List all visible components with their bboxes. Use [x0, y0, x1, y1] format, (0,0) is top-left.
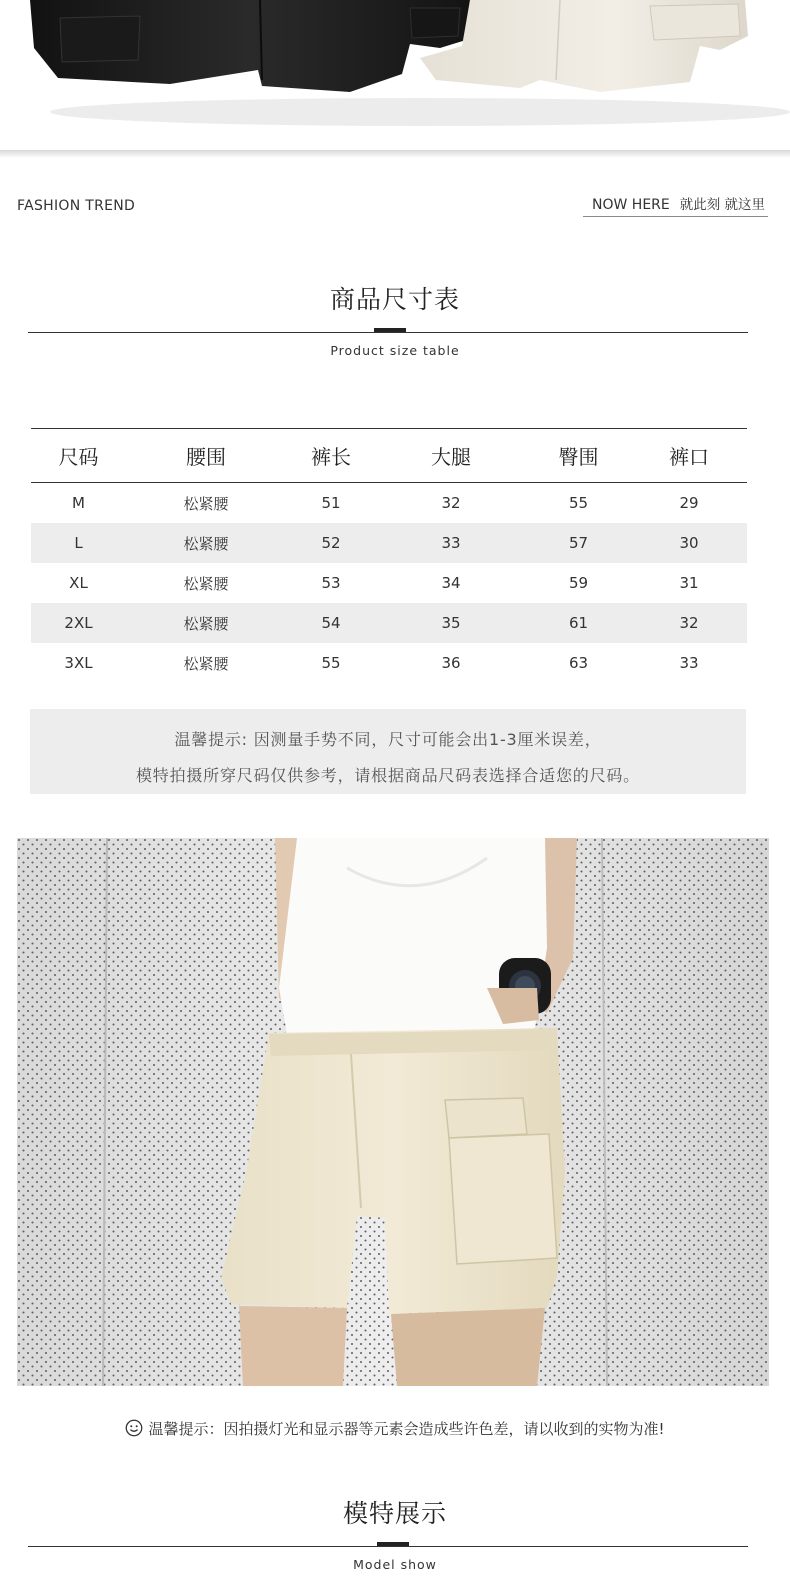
now-here-cn: 就此刻 就这里	[679, 197, 766, 213]
cell-waist: 松紧腰	[183, 494, 229, 513]
cell-length: 55	[321, 654, 341, 672]
fashion-trend-label: FASHION TREND	[17, 198, 136, 214]
model-section-rule	[28, 1546, 748, 1547]
now-here-label	[592, 193, 765, 213]
cell-length: 51	[321, 494, 341, 512]
model-section-rule-mark	[377, 1542, 409, 1546]
cell-size: M	[72, 494, 85, 512]
color-notice-text: 温馨提示：因拍摄灯光和显示器等元素会造成些许色差，请以收到的实物为准!	[148, 1420, 665, 1438]
cell-length: 54	[286, 603, 376, 643]
cell-waist: 松紧腰	[183, 574, 229, 593]
cell-thigh: 34	[441, 574, 461, 592]
cell-length: 52	[286, 523, 376, 563]
size-section-rule	[28, 332, 748, 333]
cell-size: 3XL	[64, 654, 93, 672]
table-row	[31, 643, 747, 683]
smile-icon	[125, 1419, 143, 1437]
photo-divider-shadow	[0, 150, 790, 158]
cell-waist: 松紧腰	[126, 603, 286, 643]
cell-leg-opening: 33	[679, 654, 699, 672]
cell-leg-opening: 31	[679, 574, 699, 592]
col-header-leg-opening: 裤口	[631, 429, 747, 483]
size-table	[31, 428, 747, 683]
cell-leg-opening: 32	[631, 603, 747, 643]
color-notice	[0, 1418, 790, 1439]
size-section-rule-mark	[374, 328, 406, 332]
col-header-length: 裤长	[286, 429, 376, 483]
cell-thigh: 33	[376, 523, 526, 563]
size-tip-line-1: 温馨提示: 因测量手势不同，尺寸可能会出1-3厘米误差，	[174, 730, 602, 749]
cell-thigh: 32	[441, 494, 461, 512]
size-tip-line-2: 模特拍摄所穿尺码仅供参考，请根据商品尺码表选择合适您的尺码。	[135, 766, 640, 785]
col-header-thigh: 大腿	[376, 429, 526, 483]
cell-leg-opening: 29	[679, 494, 699, 512]
cell-hip: 63	[568, 654, 589, 672]
table-row	[31, 563, 747, 603]
model-photo	[17, 838, 769, 1386]
model-section-title: 模特展示	[342, 1499, 447, 1528]
cell-size: 2XL	[31, 603, 126, 643]
cell-size: L	[31, 523, 126, 563]
model-wearing-cream-shorts	[17, 838, 769, 1386]
col-header-waist: 腰围	[126, 429, 286, 483]
size-section-subtitle: Product size table	[330, 343, 460, 358]
now-here-en: NOW HERE	[592, 197, 670, 213]
size-tip-box	[30, 709, 746, 794]
table-row	[31, 603, 747, 643]
cell-hip: 57	[526, 523, 631, 563]
size-table-header	[31, 429, 747, 483]
cell-waist: 松紧腰	[183, 654, 229, 673]
cell-size: XL	[69, 574, 88, 592]
cell-hip: 55	[568, 494, 589, 512]
cell-thigh: 35	[376, 603, 526, 643]
product-photo-top	[0, 0, 790, 152]
table-row	[31, 523, 747, 563]
cell-thigh: 36	[441, 654, 461, 672]
col-header-size: 尺码	[31, 429, 126, 483]
cell-length: 53	[321, 574, 341, 592]
now-here-underline	[583, 216, 768, 217]
cell-hip: 61	[526, 603, 631, 643]
cell-leg-opening: 30	[631, 523, 747, 563]
cell-hip: 59	[568, 574, 589, 592]
model-section-subtitle: Model show	[353, 1557, 437, 1572]
col-header-hip: 臀围	[526, 429, 631, 483]
size-section-title: 商品尺寸表	[329, 285, 460, 314]
shorts-pair-illustration	[0, 0, 790, 152]
cell-waist: 松紧腰	[126, 523, 286, 563]
table-row	[31, 483, 747, 524]
